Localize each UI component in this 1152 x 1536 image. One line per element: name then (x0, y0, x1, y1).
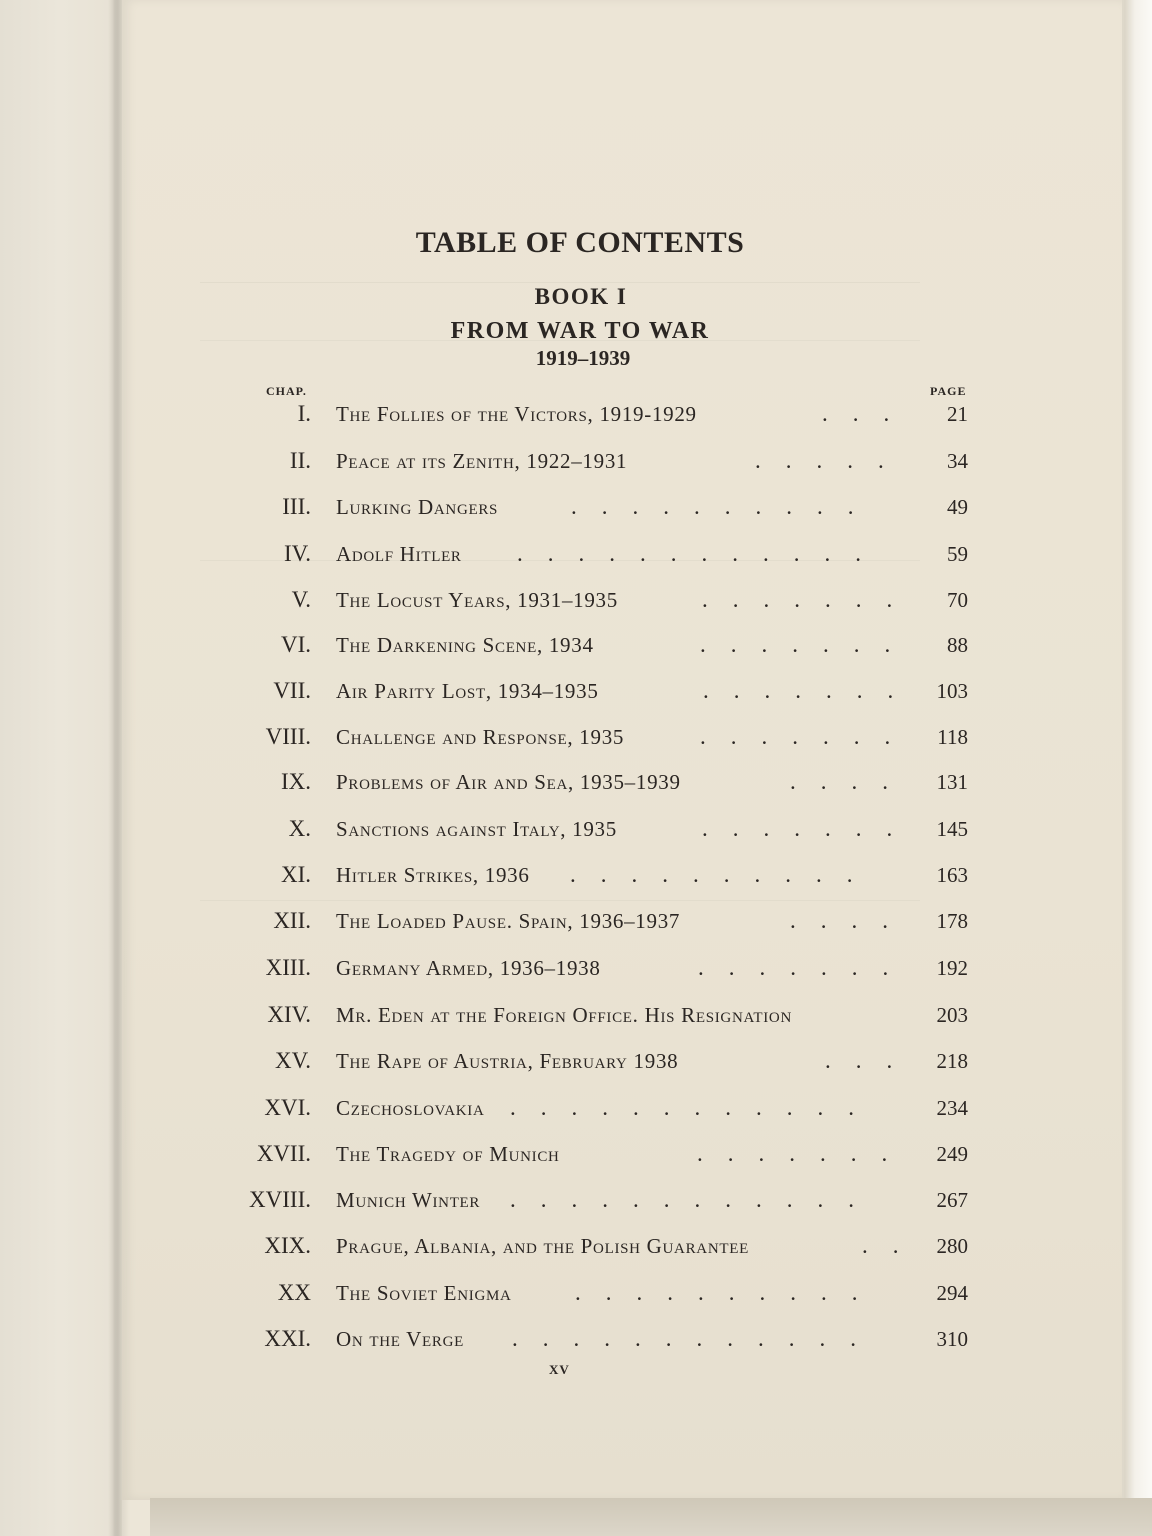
dot-leaders: ....... (703, 678, 919, 703)
page-title: TABLE OF CONTENTS (415, 226, 745, 259)
chapter-title: Adolf Hitler (336, 542, 462, 566)
toc-row (230, 955, 975, 991)
toc-row (230, 494, 975, 530)
chapter-number: XIV. (267, 1002, 311, 1027)
chapter-title: The Darkening Scene, 1934 (336, 633, 594, 657)
book-subtitle: FROM WAR TO WAR (450, 318, 710, 344)
dot-leaders: ..... (755, 448, 909, 473)
book-heading: BOOK I (534, 284, 628, 309)
chapter-page-number: 70 (947, 588, 968, 612)
chapter-page-number: 49 (947, 495, 968, 519)
chapter-title: Czechoslovakia (336, 1096, 485, 1120)
chapter-title: Challenge and Response, 1935 (336, 725, 625, 749)
toc-row (230, 862, 975, 898)
chapter-number: XXI. (264, 1326, 311, 1351)
chapter-number: I. (297, 401, 311, 426)
toc-row (230, 1326, 975, 1362)
toc-row (230, 1187, 975, 1223)
dot-leaders: ....... (700, 724, 916, 749)
chapter-title: The Rape of Austria, February 1938 (336, 1049, 679, 1073)
chapter-number: XVIII. (249, 1187, 311, 1212)
chapter-page-number: 103 (936, 679, 968, 703)
chapter-page-number: 131 (936, 770, 968, 794)
toc-row (230, 401, 975, 437)
dot-leaders: ............ (510, 1187, 879, 1212)
chapter-page-number: 59 (947, 542, 968, 566)
chapter-number: XV. (274, 1048, 311, 1073)
chapter-number: II. (289, 448, 311, 473)
toc-row (230, 678, 975, 714)
toc-row (230, 1095, 975, 1131)
page-column-label: PAGE (930, 384, 967, 398)
toc-row (230, 769, 975, 805)
chapter-title: Air Parity Lost, 1934–1935 (336, 679, 599, 703)
chapter-page-number: 145 (936, 817, 968, 841)
toc-row (230, 908, 975, 944)
toc-row (230, 1048, 975, 1084)
chapter-page-number: 310 (936, 1327, 968, 1351)
toc-row (230, 816, 975, 852)
toc-row (230, 1141, 975, 1177)
chapter-page-number: 267 (936, 1188, 968, 1212)
chapter-title: The Locust Years, 1931–1935 (336, 588, 618, 612)
chapter-page-number: 192 (936, 956, 968, 980)
chapter-page-number: 203 (936, 1003, 968, 1027)
chapter-page-number: 88 (947, 633, 968, 657)
chapter-number: XVI. (264, 1095, 311, 1120)
dot-leaders: ....... (698, 955, 914, 980)
chapter-title: Peace at its Zenith, 1922–1931 (336, 449, 628, 473)
chapter-number: XII. (273, 908, 311, 933)
chapter-number: IX. (280, 769, 311, 794)
chapter-number: XX (277, 1280, 311, 1305)
chapter-number: V. (291, 587, 311, 612)
chapter-title: On the Verge (336, 1327, 465, 1351)
chapter-page-number: 21 (947, 402, 968, 426)
chapter-number: XIII. (265, 955, 311, 980)
chapter-title: Prague, Albania, and the Polish Guarantee (336, 1234, 749, 1258)
chapter-title: Munich Winter (336, 1188, 481, 1212)
dot-leaders: .......... (570, 862, 878, 887)
chapter-title: Germany Armed, 1936–1938 (336, 956, 601, 980)
dot-leaders: .......... (571, 494, 879, 519)
chapter-page-number: 249 (936, 1142, 968, 1166)
chapter-number: X. (288, 816, 311, 841)
dot-leaders: ............ (512, 1326, 881, 1351)
dot-leaders: ............ (510, 1095, 879, 1120)
dot-leaders: .......... (575, 1280, 883, 1305)
chapter-page-number: 178 (936, 909, 968, 933)
dot-leaders: ............ (517, 541, 886, 566)
chapter-number: VIII. (265, 724, 311, 749)
toc-row (230, 724, 975, 760)
chapter-page-number: 163 (936, 863, 968, 887)
dot-leaders: ... (825, 1048, 918, 1073)
chapter-title: Sanctions against Italy, 1935 (336, 817, 617, 841)
chapter-column-label: CHAP. (266, 384, 307, 398)
chapter-page-number: 118 (937, 725, 968, 749)
dot-leaders: ... (822, 401, 915, 426)
book-years: 1919–1939 (535, 346, 631, 370)
dot-leaders: ....... (697, 1141, 913, 1166)
chapter-number: VII. (273, 678, 311, 703)
chapter-title: Lurking Dangers (336, 495, 499, 519)
chapter-title: The Soviet Enigma (336, 1281, 512, 1305)
dot-leaders: ....... (700, 632, 916, 657)
chapter-page-number: 280 (936, 1234, 968, 1258)
dot-leaders: .. (862, 1233, 924, 1258)
dot-leaders: ....... (702, 587, 918, 612)
chapter-number: XVII. (256, 1141, 311, 1166)
chapter-number: IV. (283, 541, 311, 566)
toc-row (230, 448, 975, 484)
chapter-number: XIX. (264, 1233, 311, 1258)
chapter-number: VI. (280, 632, 311, 657)
toc-row (230, 1233, 975, 1269)
chapter-title: Hitler Strikes, 1936 (336, 863, 530, 887)
toc-row (230, 632, 975, 668)
toc-row (230, 1002, 975, 1038)
toc-row (230, 541, 975, 577)
page-folio: XV (549, 1362, 570, 1377)
dot-leaders: .... (790, 908, 913, 933)
chapter-page-number: 34 (947, 449, 968, 473)
dot-leaders: .... (790, 769, 913, 794)
chapter-page-number: 234 (936, 1096, 968, 1120)
dot-leaders: ....... (702, 816, 918, 841)
chapter-number: XI. (280, 862, 311, 887)
toc-row (230, 1280, 975, 1316)
chapter-number: III. (282, 494, 311, 519)
chapter-title: The Follies of the Victors, 1919-1929 (336, 402, 697, 426)
chapter-title: The Loaded Pause. Spain, 1936–1937 (336, 909, 681, 933)
chapter-title: Mr. Eden at the Foreign Office. His Resignation (336, 1003, 792, 1027)
chapter-page-number: 294 (936, 1281, 968, 1305)
chapter-page-number: 218 (936, 1049, 968, 1073)
toc-row (230, 587, 975, 623)
chapter-title: The Tragedy of Munich (336, 1142, 560, 1166)
chapter-title: Problems of Air and Sea, 1935–1939 (336, 770, 681, 794)
